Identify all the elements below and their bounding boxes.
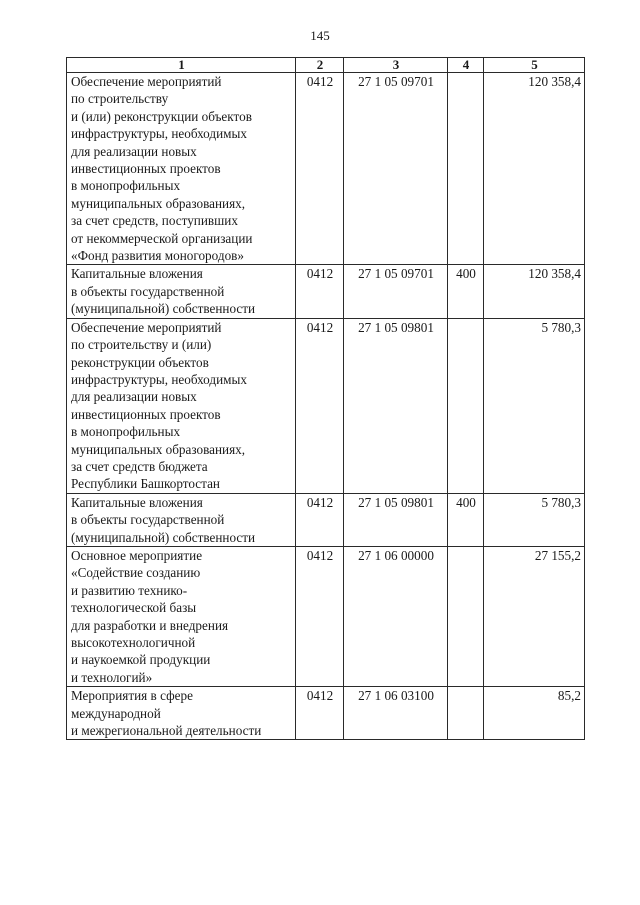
row-expense-type: [448, 546, 484, 686]
row-amount: 85,2: [484, 687, 585, 740]
row-target-article: 27 1 05 09701: [344, 265, 448, 318]
row-amount: 120 358,4: [484, 73, 585, 265]
row-target-article: 27 1 06 03100: [344, 687, 448, 740]
row-section-code: 0412: [296, 493, 344, 546]
row-target-article: 27 1 05 09801: [344, 493, 448, 546]
header-row: [67, 58, 585, 73]
row-expense-type: 400: [448, 493, 484, 546]
row-expense-type: [448, 318, 484, 493]
header-col-2: 2: [296, 58, 344, 73]
row-section-code: 0412: [296, 318, 344, 493]
row-amount: 120 358,4: [484, 265, 585, 318]
row-target-article: 27 1 06 00000: [344, 546, 448, 686]
table-row: [67, 493, 585, 546]
header-col-3: 3: [344, 58, 448, 73]
page-number: 145: [310, 28, 330, 43]
row-expense-type: [448, 687, 484, 740]
row-name: Обеспечение мероприятий по строительству и (или) реконструкции объектов инфраструктуры, необходимых для реализации новых инвестиционных проектов в монопрофильных муниципальных образованиях, за счет средств, поступивших от некоммерческой организации «Фонд развития моногородов»: [67, 73, 296, 265]
row-section-code: 0412: [296, 546, 344, 686]
budget-table: [66, 57, 585, 740]
row-name: Мероприятия в сфере международной и межрегиональной деятельности: [67, 687, 296, 740]
table-row: [67, 687, 585, 740]
row-amount: 27 155,2: [484, 546, 585, 686]
row-section-code: 0412: [296, 73, 344, 265]
row-name: Основное мероприятие «Содействие созданию и развитию технико- технологической базы для разработки и внедрения высокотехнологичной и наукоемкой продукции и технологий»: [67, 546, 296, 686]
row-name: Обеспечение мероприятий по строительству и (или) реконструкции объектов инфраструктуры, необходимых для реализации новых инвестиционных проектов в монопрофильных муниципальных образованиях, за счет средств бюджета Республики Башкортостан: [67, 318, 296, 493]
header-col-1: 1: [67, 58, 296, 73]
row-amount: 5 780,3: [484, 493, 585, 546]
table-header: [67, 58, 585, 73]
table-row: [67, 265, 585, 318]
table-row: [67, 546, 585, 686]
row-target-article: 27 1 05 09801: [344, 318, 448, 493]
row-section-code: 0412: [296, 265, 344, 318]
row-name: Капитальные вложения в объекты государственной (муниципальной) собственности: [67, 265, 296, 318]
header-col-4: 4: [448, 58, 484, 73]
row-name: Капитальные вложения в объекты государственной (муниципальной) собственности: [67, 493, 296, 546]
table-row: [67, 318, 585, 493]
row-target-article: 27 1 05 09701: [344, 73, 448, 265]
row-expense-type: 400: [448, 265, 484, 318]
row-expense-type: [448, 73, 484, 265]
row-section-code: 0412: [296, 687, 344, 740]
table-row: [67, 73, 585, 265]
row-amount: 5 780,3: [484, 318, 585, 493]
table-body: [67, 73, 585, 740]
header-col-5: 5: [484, 58, 585, 73]
